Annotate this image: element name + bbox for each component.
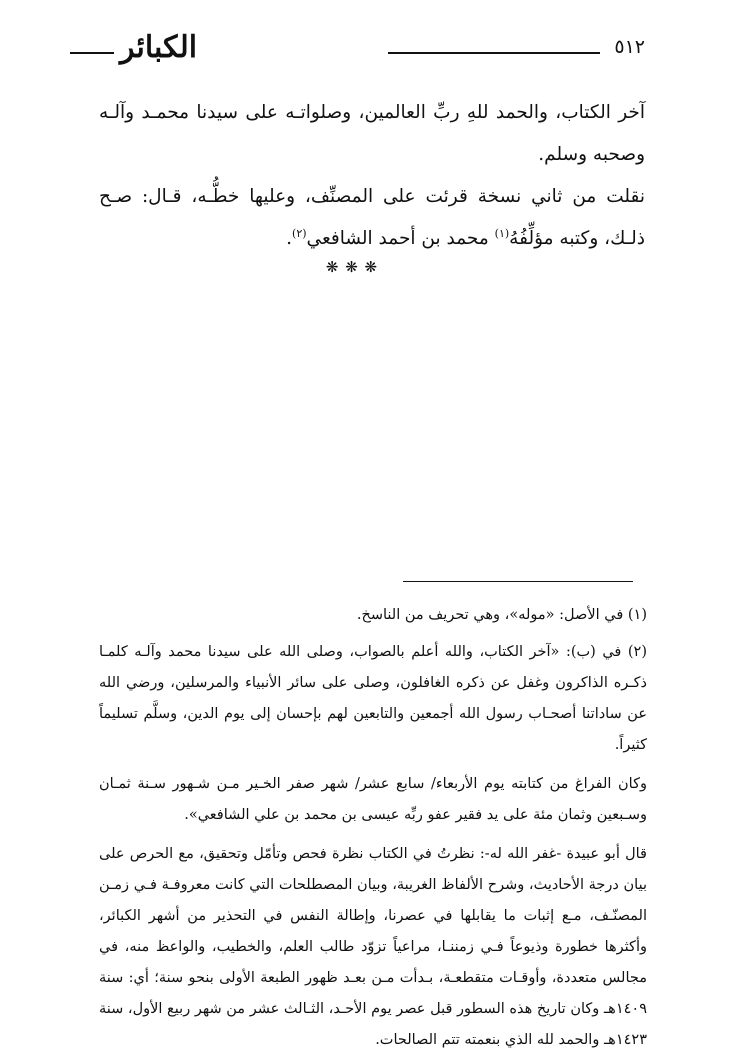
running-title: الكبائر [120,30,198,65]
author-name: محمد بن أحمد الشافعي [306,228,495,249]
footnotes [99,600,647,1064]
sentence-end: . [286,228,293,249]
page-number: ٥١٢ [614,36,645,58]
page-header [70,30,645,70]
transcription-note [99,176,645,260]
header-rule-left [70,52,114,54]
footnote-1: (١) في الأصل: «موله»، وهي تحريف من الناسخ. [356,607,647,623]
footnote-ref-2[interactable]: (٢) [292,226,307,240]
footnote-2-colophon: وكان الفراغ من كتابته يوم الأربعاء/ سابع عشر/ شهر صفر الخـير مـن شـهور سـنة ثمـان وسـبعين وثمان مئة على يد فقير عفو ربِّه عيسى بن محمد بن علي الشافعي». [99,776,647,823]
transcription-note-text: نقلت من ثاني نسخة قرئت على المصنِّف، وعليها خطُّـه، قـال: صـح ذلـك، وكتبه مؤلِّفُهُ [99,186,645,249]
section-separator: ❋ ❋ ❋ [325,258,379,276]
footnote-2: (٢) في (ب): «آخر الكتاب، والله أعلم بالصواب، وصلى الله على سيدنا محمد وآلـه كلمـا ذكـره الذاكرون وغفل عن ذكره الغافلون، وصلى على سائر الأنبياء والمرسلين، ورضي الله عن ساداتنا أصحـاب رسول الله أجمعين والتابعين لهم بإحسان إلى يوم الدين، وسلَّم تسليماً كثيراً. [99,644,647,753]
closing-paragraph: آخر الكتاب، والحمد للهِ ربِّ العالمين، وصلواتـه على سيدنا محمـد وآلـه وصحبه وسلم. [99,102,645,165]
editor-note: قال أبو عبيدة -غفر الله له-: نظرتُ في الكتاب نظرة فحص وتأمّل وتحقيق، مع الحرص على بيان درجة الأحاديث، وشرح الألفاظ الغريبة، وبيان المصطلحات التي كانت معروفـة فـي زمـن المصنّـف، مـع إثبات ما يقابلها في عصرنا، وإطالة النفس في التحذير من أشهر الكبائر، وأكثرها خطورة وذيوعاً فـي زمننـا، مراعياً تزوّد طالب العلم، والخطيب، والواعظ منه، في مجالس متعددة، وأوقـات متقطعـة، بـدأت مـن بعـد ظهور الطبعة الأولى بنحو سنة؛ أي: سنة ١٤٠٩هـ وكان تاريخ هذه السطور قبل عصر يوم الأحـد، الثـالث عشر من شهر ربيع الأول، سنة ١٤٢٣هـ والحمد لله الذي بنعمته تتم الصالحات. [99,846,647,1048]
footnote-rule [403,581,633,582]
footnote-ref-1[interactable]: (١) [494,226,510,240]
header-rule-right [388,52,600,54]
main-text [99,92,645,260]
